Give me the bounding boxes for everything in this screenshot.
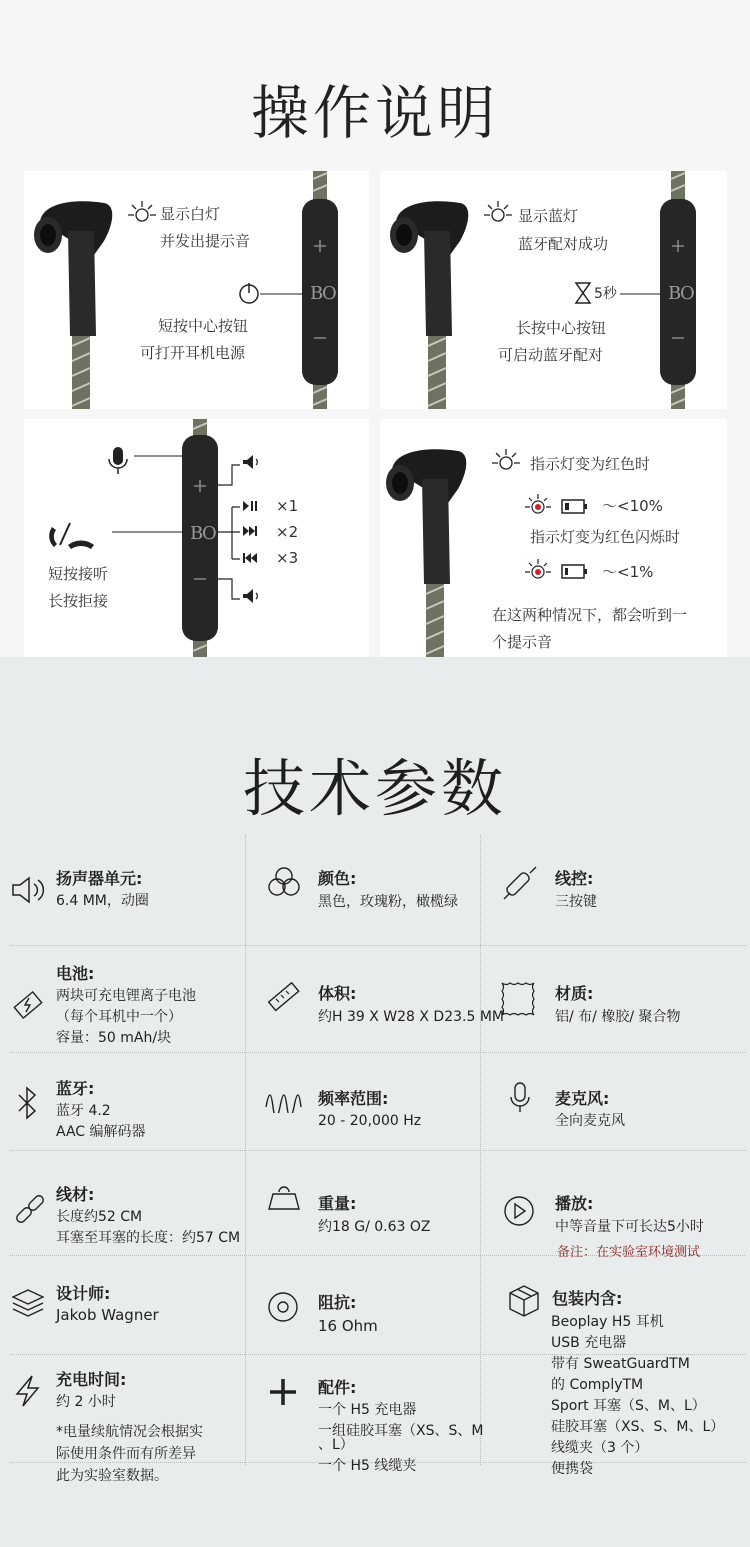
panel3-x3: ×3 <box>276 549 299 567</box>
wave-icon <box>264 1089 304 1113</box>
panel4-batt1: 〜<10% <box>602 497 663 515</box>
panel4-line1: 指示灯变为红色时 <box>530 455 651 473</box>
panel3-line1: 短按接听 <box>48 565 109 583</box>
panel-power-on <box>24 171 369 409</box>
panel1-line2: 并发出提示音 <box>160 232 251 250</box>
panel2-timer: 5秒 <box>594 286 617 302</box>
ruler-icon <box>266 979 302 1015</box>
layers-icon <box>10 1287 46 1319</box>
weight-icon <box>266 1183 302 1213</box>
panel2-line2: 蓝牙配对成功 <box>518 235 609 253</box>
panel4-line4: 个提示音 <box>492 633 553 651</box>
bluetooth-icon <box>14 1085 42 1121</box>
plus-icon <box>268 1377 298 1407</box>
svg-text:O: O <box>322 283 337 304</box>
svg-text:B: B <box>310 283 324 304</box>
fabric-icon <box>498 979 538 1019</box>
svg-text:B: B <box>190 523 204 544</box>
svg-text:O: O <box>202 523 217 544</box>
cable-icon <box>10 1189 46 1225</box>
panel1-line1: 显示白灯 <box>160 205 221 223</box>
grid-divider <box>10 945 745 946</box>
operations-section <box>0 0 750 657</box>
panel4-batt2: 〜<1% <box>602 563 654 581</box>
panel-calls <box>24 419 369 657</box>
speaker-icon <box>10 875 46 905</box>
playback-note: 备注：在实验室环境测试 <box>557 1245 701 1260</box>
svg-text:B: B <box>668 283 682 304</box>
microphone-icon <box>506 1080 534 1116</box>
remote-icon <box>500 863 540 903</box>
remote-control-illustration <box>24 419 369 657</box>
panel-battery <box>380 419 727 657</box>
panel4-line3: 在这两种情况下，都会听到一 <box>492 606 688 624</box>
svg-text:O: O <box>680 283 695 304</box>
color-circles-icon <box>266 865 302 899</box>
grid-divider <box>10 1150 745 1151</box>
specs-title: 技术参数 <box>242 752 507 825</box>
panel3-x1: ×1 <box>276 497 299 515</box>
impedance-icon <box>266 1290 300 1324</box>
panel4-line2: 指示灯变为红色闪烁时 <box>530 528 681 546</box>
play-icon <box>502 1194 536 1228</box>
panel3-x2: ×2 <box>276 523 299 541</box>
panel3-line2: 长按拒接 <box>48 592 109 610</box>
panel2-line3: 长按中心按钮 <box>516 319 607 337</box>
panel2-line1: 显示蓝灯 <box>518 207 579 225</box>
panel1-line4: 可打开耳机电源 <box>140 344 246 362</box>
box-icon <box>506 1283 542 1319</box>
operations-title: 操作说明 <box>250 79 499 147</box>
panel-pairing <box>380 171 727 409</box>
battery-icon <box>10 987 46 1023</box>
panel2-line4: 可启动蓝牙配对 <box>498 346 604 364</box>
panel1-line3: 短按中心按钮 <box>158 317 249 335</box>
grid-divider <box>10 1052 745 1053</box>
specs-section: 技术参数 扬声器单元: 6.4 MM，动圈 颜色: 黑色，玫瑰粉，橄榄绿 线控: 三按键 电池: 两块可充电锂离子电池 （每个耳机中一个） 容量：50 mAh/块 体积: 约H 39 X W28 X D23.5 MM 材质: 铝/ 布/ 橡胶/ 聚合物 蓝牙: 蓝牙 4.2 AAC 编解码器 频率范围: 20 - 20,000 Hz 麦克风: 全向麦克风 线材: 长度约52 CM 耳塞至耳塞的长度：约57 CM 重量: 约18 G/ 0.63 OZ 播放: 中等音量下可长达5小时 备注：在实验室环境测试 设计师: Jakob Wagner 阻抗: 16 Ohm 包装内含: Beoplay H5 耳机 USB 充电器 带有 SweatGuardTM 的 ComplyTM Sport 耳塞（S、M、L） 硅胶耳塞（XS、S、M、L） 线缆夹（3 个） 便携袋 充电时间: 约 2 小时 *电量续航情况会根据实 际使用条件而有所差异 此为实验室数据。 配件: 一个 H5 充电器 一组硅胶耳塞（XS、S、M 、L） 一个 H5 线缆夹 <box>0 657 750 1547</box>
charge-icon <box>12 1373 44 1409</box>
